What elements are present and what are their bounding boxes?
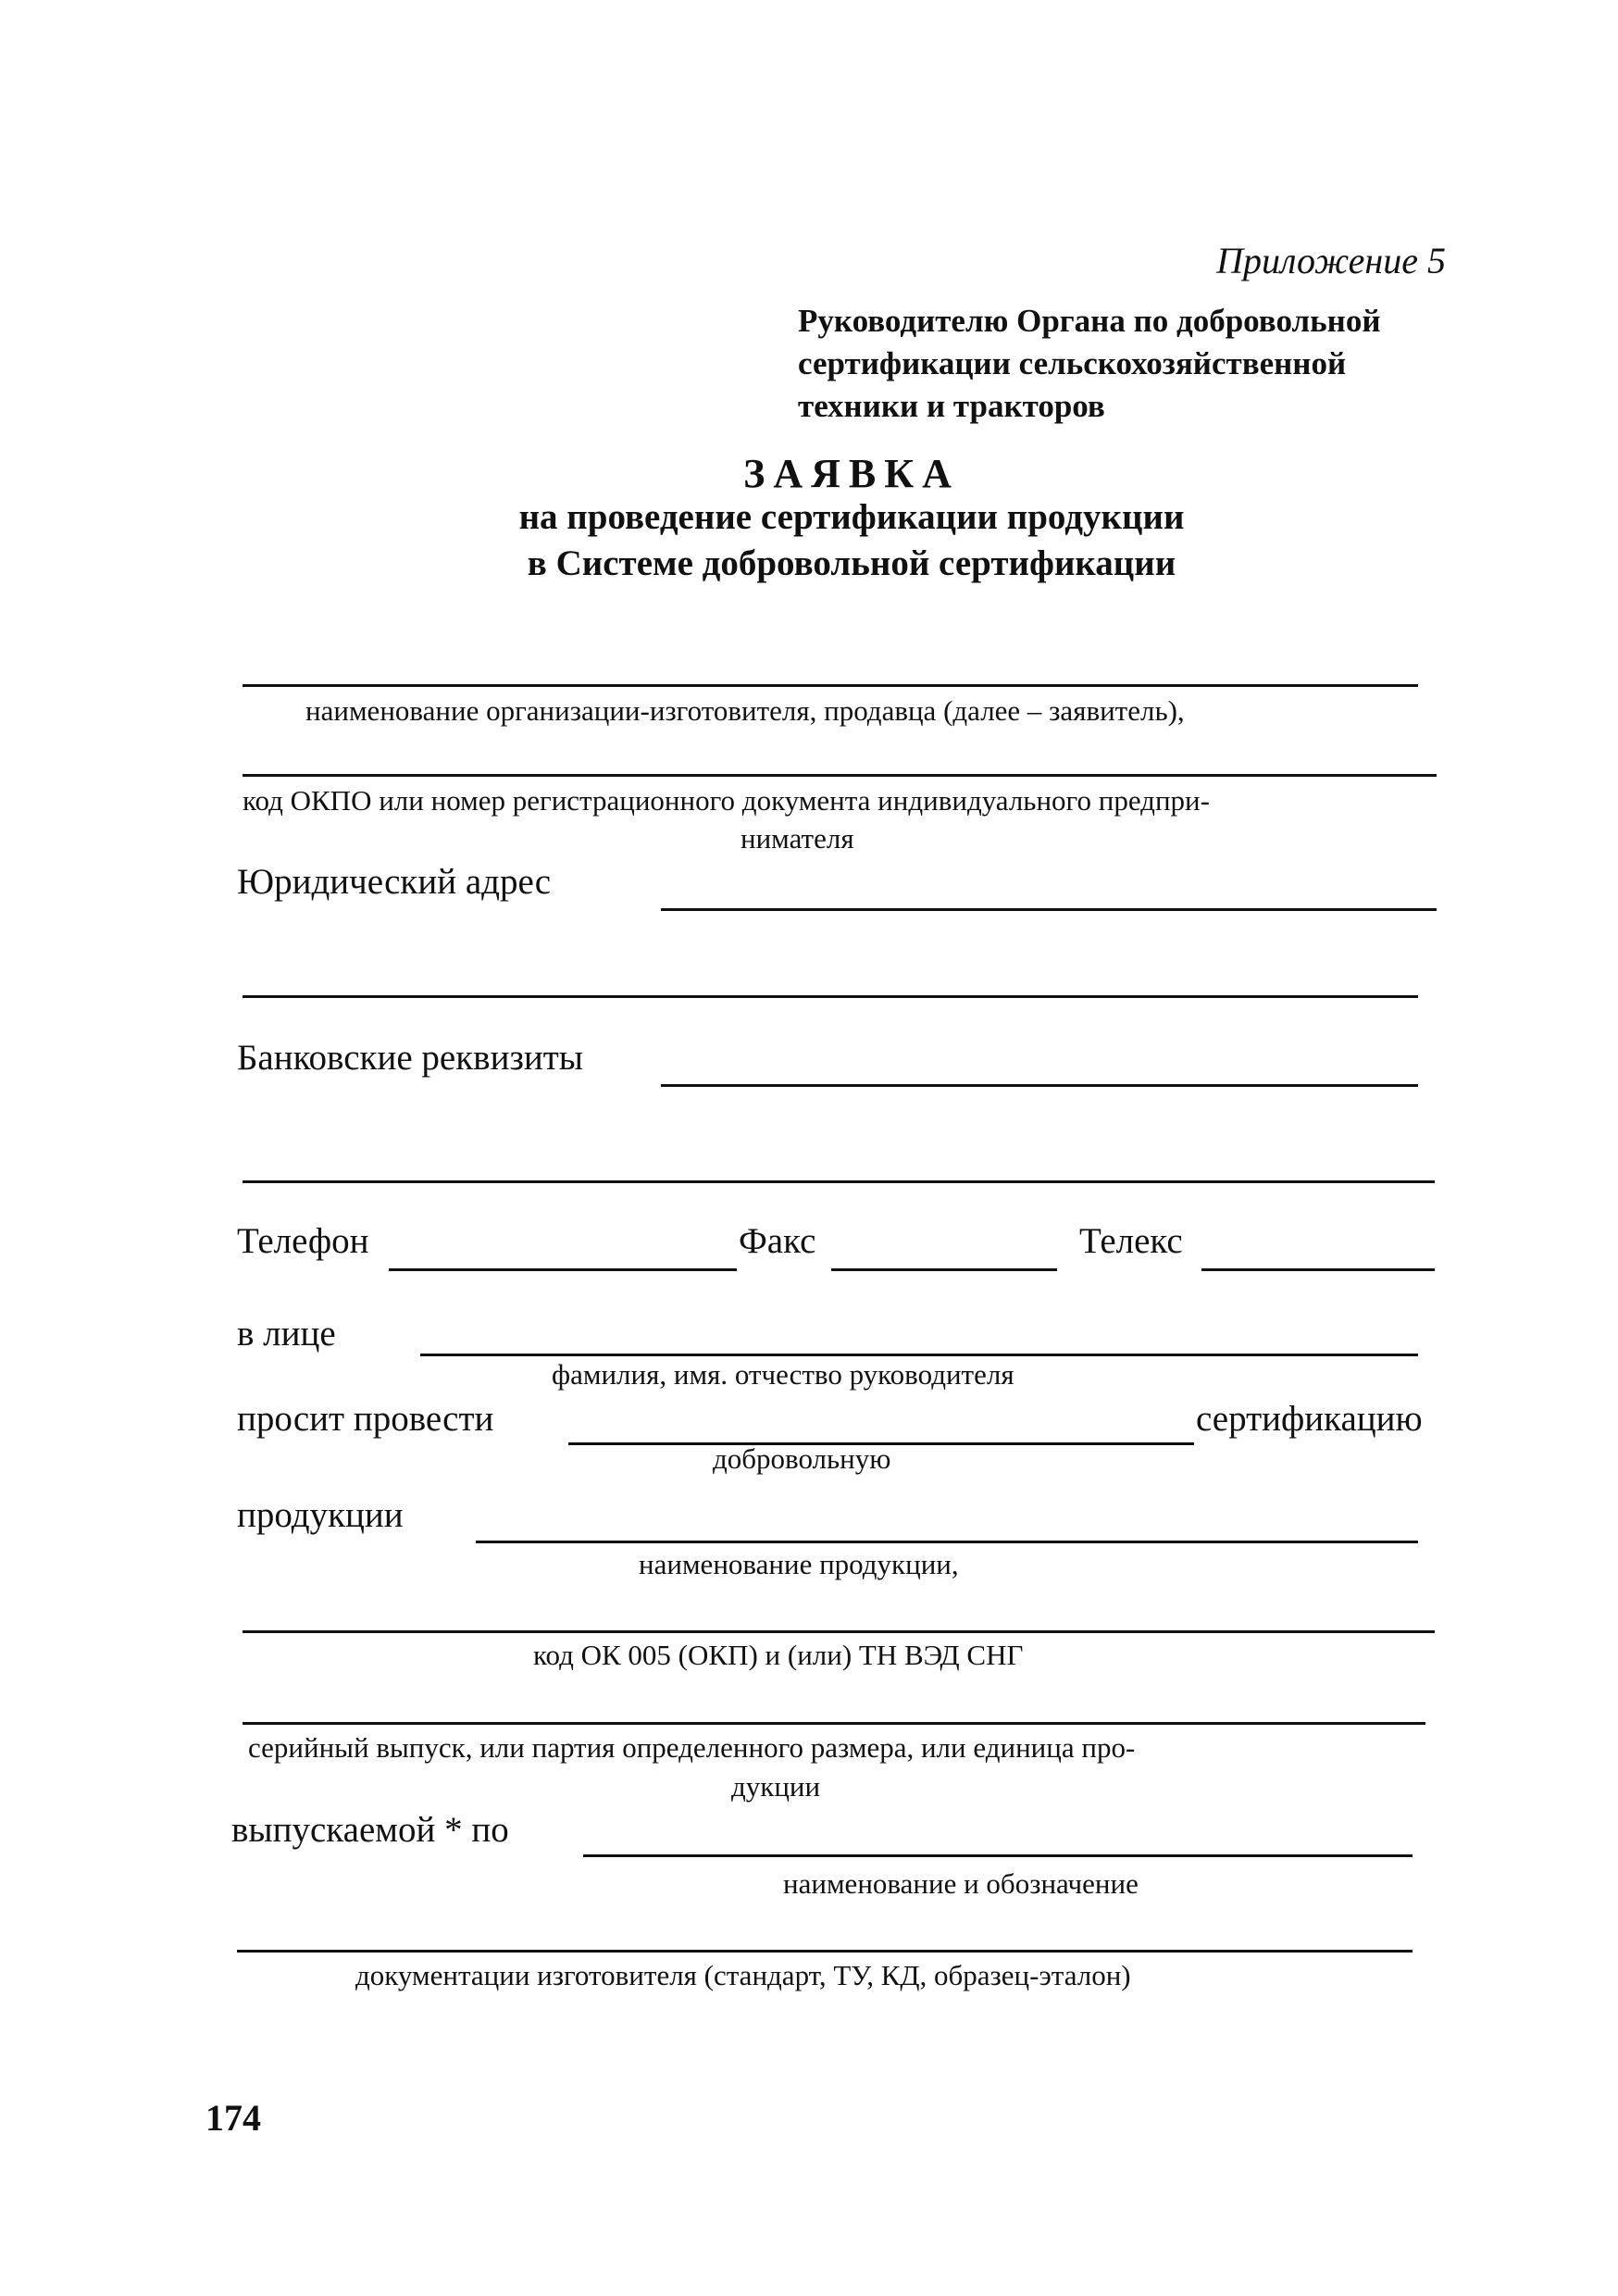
documentation-caption: документации изготовителя (стандарт, ТУ, КД, образец-эталон) [355,1959,1131,1991]
request-label: просит провести [237,1399,494,1439]
document-title: ЗАЯВКА [743,451,960,496]
addressee-line: сертификации сельскохозяйственной [798,345,1347,381]
applicant-name-line[interactable] [243,684,1418,687]
bank-details-line[interactable] [661,1084,1418,1087]
telex-label: Телекс [1079,1221,1183,1261]
telex-line[interactable] [1201,1268,1435,1271]
applicant-caption: наименование организации-изготовителя, продавца (далее – заявитель), [305,694,1185,727]
bank-details-line-2[interactable] [243,1180,1435,1183]
product-name-caption: наименование продукции, [639,1548,959,1580]
okpo-caption-line1: код ОКПО или номер регистрационного документа индивидуального предпри- [243,784,1210,817]
certification-word: сертификацию [1196,1399,1423,1439]
produced-label: выпускаемой * по [231,1810,509,1850]
okpo-line[interactable] [243,774,1437,777]
represented-by-label: в лице [237,1314,336,1354]
bank-details-label: Банковские реквизиты [237,1038,583,1078]
appendix-label: Приложение 5 [1216,240,1446,281]
document-subtitle [389,494,1314,587]
okpo-caption-line2: нимателя [741,822,854,855]
product-name-line[interactable] [476,1541,1418,1543]
series-caption-line1: серийный выпуск, или партия определенного размера, или единица про- [248,1731,1136,1764]
phone-line[interactable] [389,1268,737,1271]
designation-caption: наименование и обозначение [783,1867,1139,1900]
product-label: продукции [237,1495,404,1535]
addressee-line: техники и тракторов [798,388,1105,424]
product-code-line[interactable] [243,1630,1435,1633]
series-caption-line2: дукции [731,1770,821,1803]
addressee-block [798,300,1501,428]
subtitle-line: на проведение сертификации продукции [518,497,1185,537]
head-name-caption: фамилия, имя. отчество руководителя [552,1358,1014,1391]
fax-label: Факс [739,1221,816,1261]
code-caption: код ОК 005 (ОКП) и (или) ТН ВЭД СНГ [533,1639,1024,1671]
series-line[interactable] [243,1722,1425,1725]
legal-address-line[interactable] [661,908,1437,911]
addressee-line: Руководителю Органа по добровольной [798,303,1381,339]
document-designation-line[interactable] [583,1854,1413,1857]
page-number: 174 [205,2097,261,2139]
voluntary-caption: добровольную [713,1442,891,1475]
fax-line[interactable] [831,1268,1057,1271]
legal-address-line-2[interactable] [243,995,1418,998]
subtitle-line: в Системе добровольной сертификации [527,543,1176,583]
legal-address-label: Юридический адрес [237,862,552,902]
phone-label: Телефон [237,1221,369,1261]
documentation-line[interactable] [237,1950,1413,1953]
head-name-line[interactable] [420,1354,1418,1356]
